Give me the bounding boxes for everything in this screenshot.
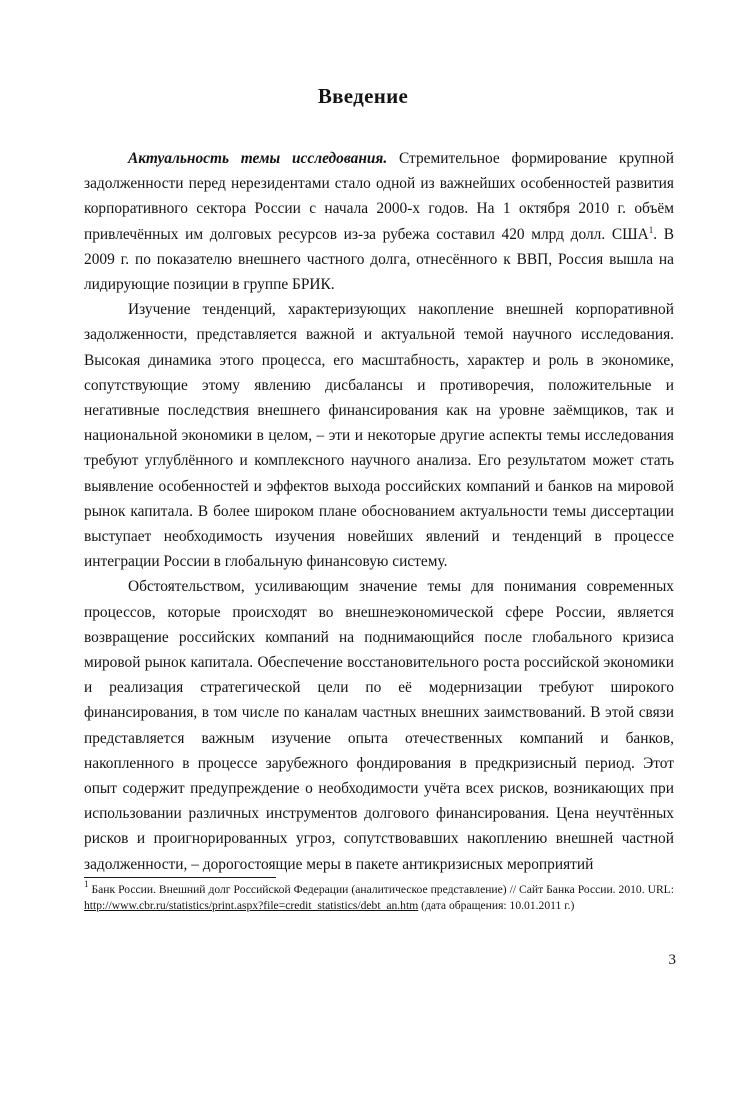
paragraph-text: Стремительное формирование крупной задолженности перед нерезидентами стало одной из важнейших особенностей развития корпоративного сектора России с начала 2000-х годов. На 1 октября 2010 г. объём привлечённых им долговых ресурсов из-за рубежа составил 420 млрд долл. США xyxy=(84,150,674,243)
paragraph-circumstance: Обстоятельством, усиливающим значение темы для понимания современных процессов, которые происходят во внешнеэкономической сфере России, является возвращение российских компаний на поднимающийся после глобального кризиса мировой рынок капитала. Обеспечение восстановительного роста российской экономики и реализация стратегической цели по её модернизации требуют широкого финансирования, в том числе по каналам частных внешних заимствований. В этой связи представляется важным изучение опыта отечественных компаний и банков, накопленного в процессе зарубежного фондирования в предкризисный период. Этот опыт содержит предупреждение о необходимости учёта всех рисков, возникающих при использовании различных инструментов долгового финансирования. Цена неучтённых рисков и проигнорированных угроз, сопутствовавших накоплению внешней частной задолженности, – дорогостоящие меры в пакете антикризисных мероприятий xyxy=(84,578,674,873)
footnote-access-date: (дата обращения: 10.01.2011 г.) xyxy=(418,898,575,912)
paragraph-relevance xyxy=(84,146,674,297)
footnote-text: Банк России. Внешний долг Российской Федерации (аналитическое представление) // Сайт Банка России. 2010. URL: xyxy=(88,883,674,896)
page-number: 3 xyxy=(668,952,676,968)
footnote xyxy=(84,879,674,913)
paragraph-study-trends: Изучение тенденций, характеризующих накопление внешней корпоративной задолженности, представляется важной и актуальной темой научного исследования. Высокая динамика этого процесса, его масштабность, характер и роль в экономике, сопутствующие этому явлению дисбалансы и противоречия, положительные и негативные последствия внешнего финансирования как на уровне заёмщиков, так и национальной экономики в целом, – эти и некоторые другие аспекты темы исследования требуют углублённого и комплексного научного анализа. Его результатом может стать выявление особенностей и эффектов выхода российских компаний и банков на мировой рынок капитала. В более широком плане обоснованием актуальности темы диссертации выступает необходимость изучения новейших явлений и тенденций в процессе интеграции России в глобальную финансовую систему. xyxy=(84,301,674,571)
paragraph-lead-heading: Актуальность темы исследования. xyxy=(128,150,388,167)
paragraph-text-continued: . В 2009 г. по показателю внешнего частного долга, отнесённого к ВВП, Россия вышла на лидирующие позиции в группе БРИК. xyxy=(84,225,674,294)
footnote-number: 1 xyxy=(84,879,89,889)
footnote-reference[interactable]: 1 xyxy=(648,224,654,235)
footnote-url-link[interactable]: http://www.cbr.ru/statistics/print.aspx?file=credit_statistics/debt_an.htm xyxy=(84,898,419,912)
body-text xyxy=(84,146,674,877)
footnote-separator xyxy=(84,877,276,878)
page-title: Введение xyxy=(317,84,409,108)
